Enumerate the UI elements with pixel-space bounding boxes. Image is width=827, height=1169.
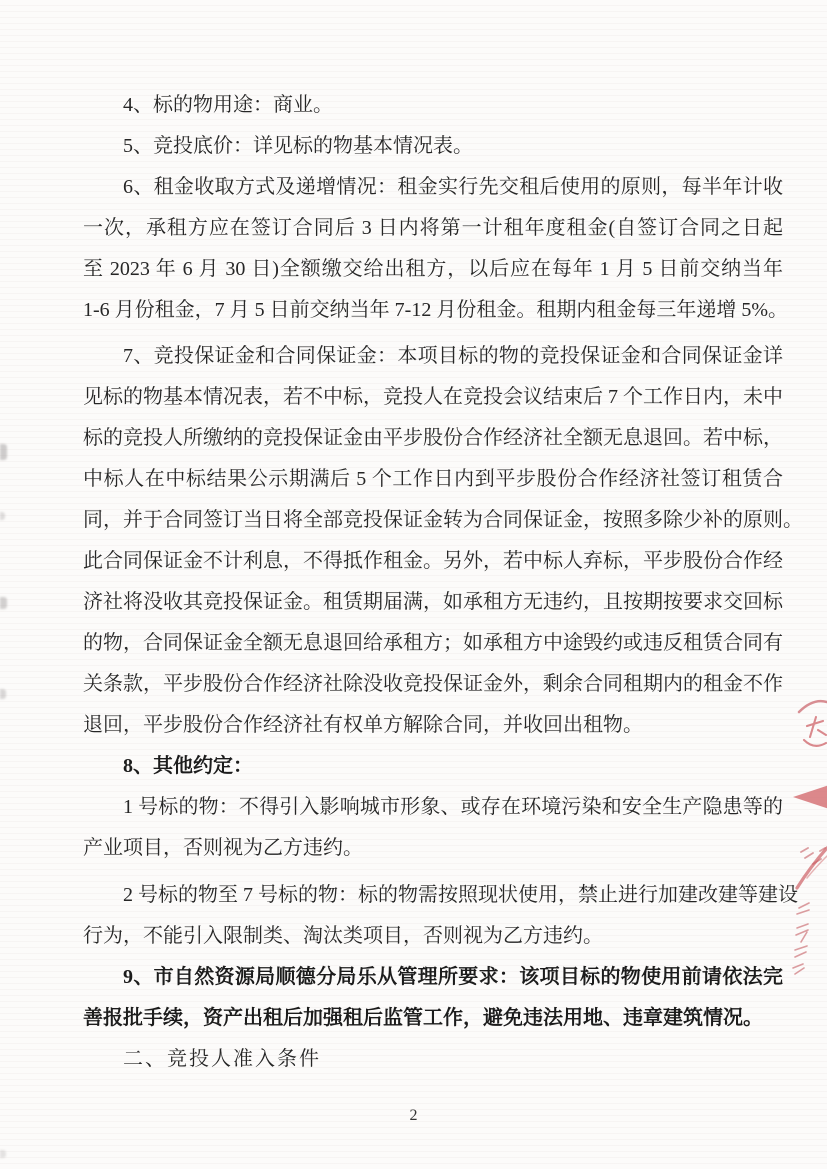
document-line: 5、竞投底价：详见标的物基本情况表。 <box>123 135 473 157</box>
seal-ring-text-icon <box>801 848 825 864</box>
scan-smudge <box>0 597 7 609</box>
scan-smudge <box>0 1150 6 1158</box>
document-line: 行为，不能引入限制类、淘汰类项目，否则视为乙方违约。 <box>83 925 603 947</box>
document-line: 9、市自然资源局顺德分局乐从管理所要求：该项目标的物使用前请依法完 <box>123 966 783 988</box>
document-line: 至 2023 年 6 月 30 日)全额缴交给出租方，以后应在每年 1 月 5 日前交纳当年 <box>83 258 783 280</box>
scan-smudge <box>0 444 7 460</box>
scan-smudge <box>0 512 5 520</box>
document-line: 此合同保证金不计利息，不得抵作租金。另外，若中标人弃标，平步股份合作经 <box>83 550 783 572</box>
document-line: 1-6 月份租金，7 月 5 日前交纳当年 7-12 月份租金。租期内租金每三年递增 5%。 <box>83 299 788 321</box>
document-line: 见标的物基本情况表，若不中标，竞投人在竞投会议结束后 7 个工作日内，未中 <box>83 386 783 408</box>
document-line: 的物，合同保证金全额无息退回给承租方；如承租方中途毁约或违反租赁合同有 <box>83 632 783 654</box>
document-body <box>83 85 803 1080</box>
seal-stroke-icon <box>797 848 827 888</box>
scan-smudge <box>0 689 6 699</box>
seal-star-icon <box>793 748 827 847</box>
document-line: 2 号标的物至 7 号标的物：标的物需按照现状使用，禁止进行加建改建等建设 <box>123 884 798 906</box>
document-line: 一次，承租方应在签订合同后 3 日内将第一计租年度租金(自签订合同之日起 <box>83 217 783 239</box>
document-line: 济社将没收其竞投保证金。租赁期届满，如承租方无违约，且按期按要求交回标 <box>83 591 783 613</box>
document-line: 1 号标的物：不得引入影响城市形象、或存在环境污染和安全生产隐患等的 <box>123 796 783 818</box>
document-line: 7、竞投保证金和合同保证金：本项目标的物的竞投保证金和合同保证金详 <box>123 345 783 367</box>
document-line: 中标人在中标结果公示期满后 5 个工作日内到平步股份合作经济社签订租赁合 <box>83 468 783 490</box>
red-seal-stamp <box>787 690 827 980</box>
page-number: 2 <box>409 1107 418 1124</box>
document-line: 6、租金收取方式及递增情况：租金实行先交租后使用的原则，每半年计收 <box>123 176 783 198</box>
document-line: 关条款，平步股份合作经济社除没收竞投保证金外，剩余合同租期内的租金不作 <box>83 673 783 695</box>
document-line: 同，并于合同签订当日将全部竞投保证金转为合同保证金，按照多除少补的原则。 <box>83 509 803 531</box>
document-line: 善报批手续，资产出租后加强租后监管工作，避免违法用地、违章建筑情况。 <box>83 1007 763 1029</box>
seal-stroke-thin-icon <box>807 856 827 878</box>
document-line: 4、标的物用途：商业。 <box>123 94 333 116</box>
section-heading-other-terms: 8、其他约定： <box>123 755 253 777</box>
document-line: 退回，平步股份合作经济社有权单方解除合同，并收回出租物。 <box>83 714 643 736</box>
seal-character-fragment-icon <box>804 717 826 746</box>
document-line: 标的竞投人所缴纳的竞投保证金由平步股份合作经济社全额无息退回。若中标， <box>83 427 783 449</box>
section-heading-bidder-requirements: 二、竞投人准入条件 <box>123 1048 321 1070</box>
seal-border-arc-icon <box>799 701 827 712</box>
document-line: 产业项目，否则视为乙方违约。 <box>83 837 363 859</box>
